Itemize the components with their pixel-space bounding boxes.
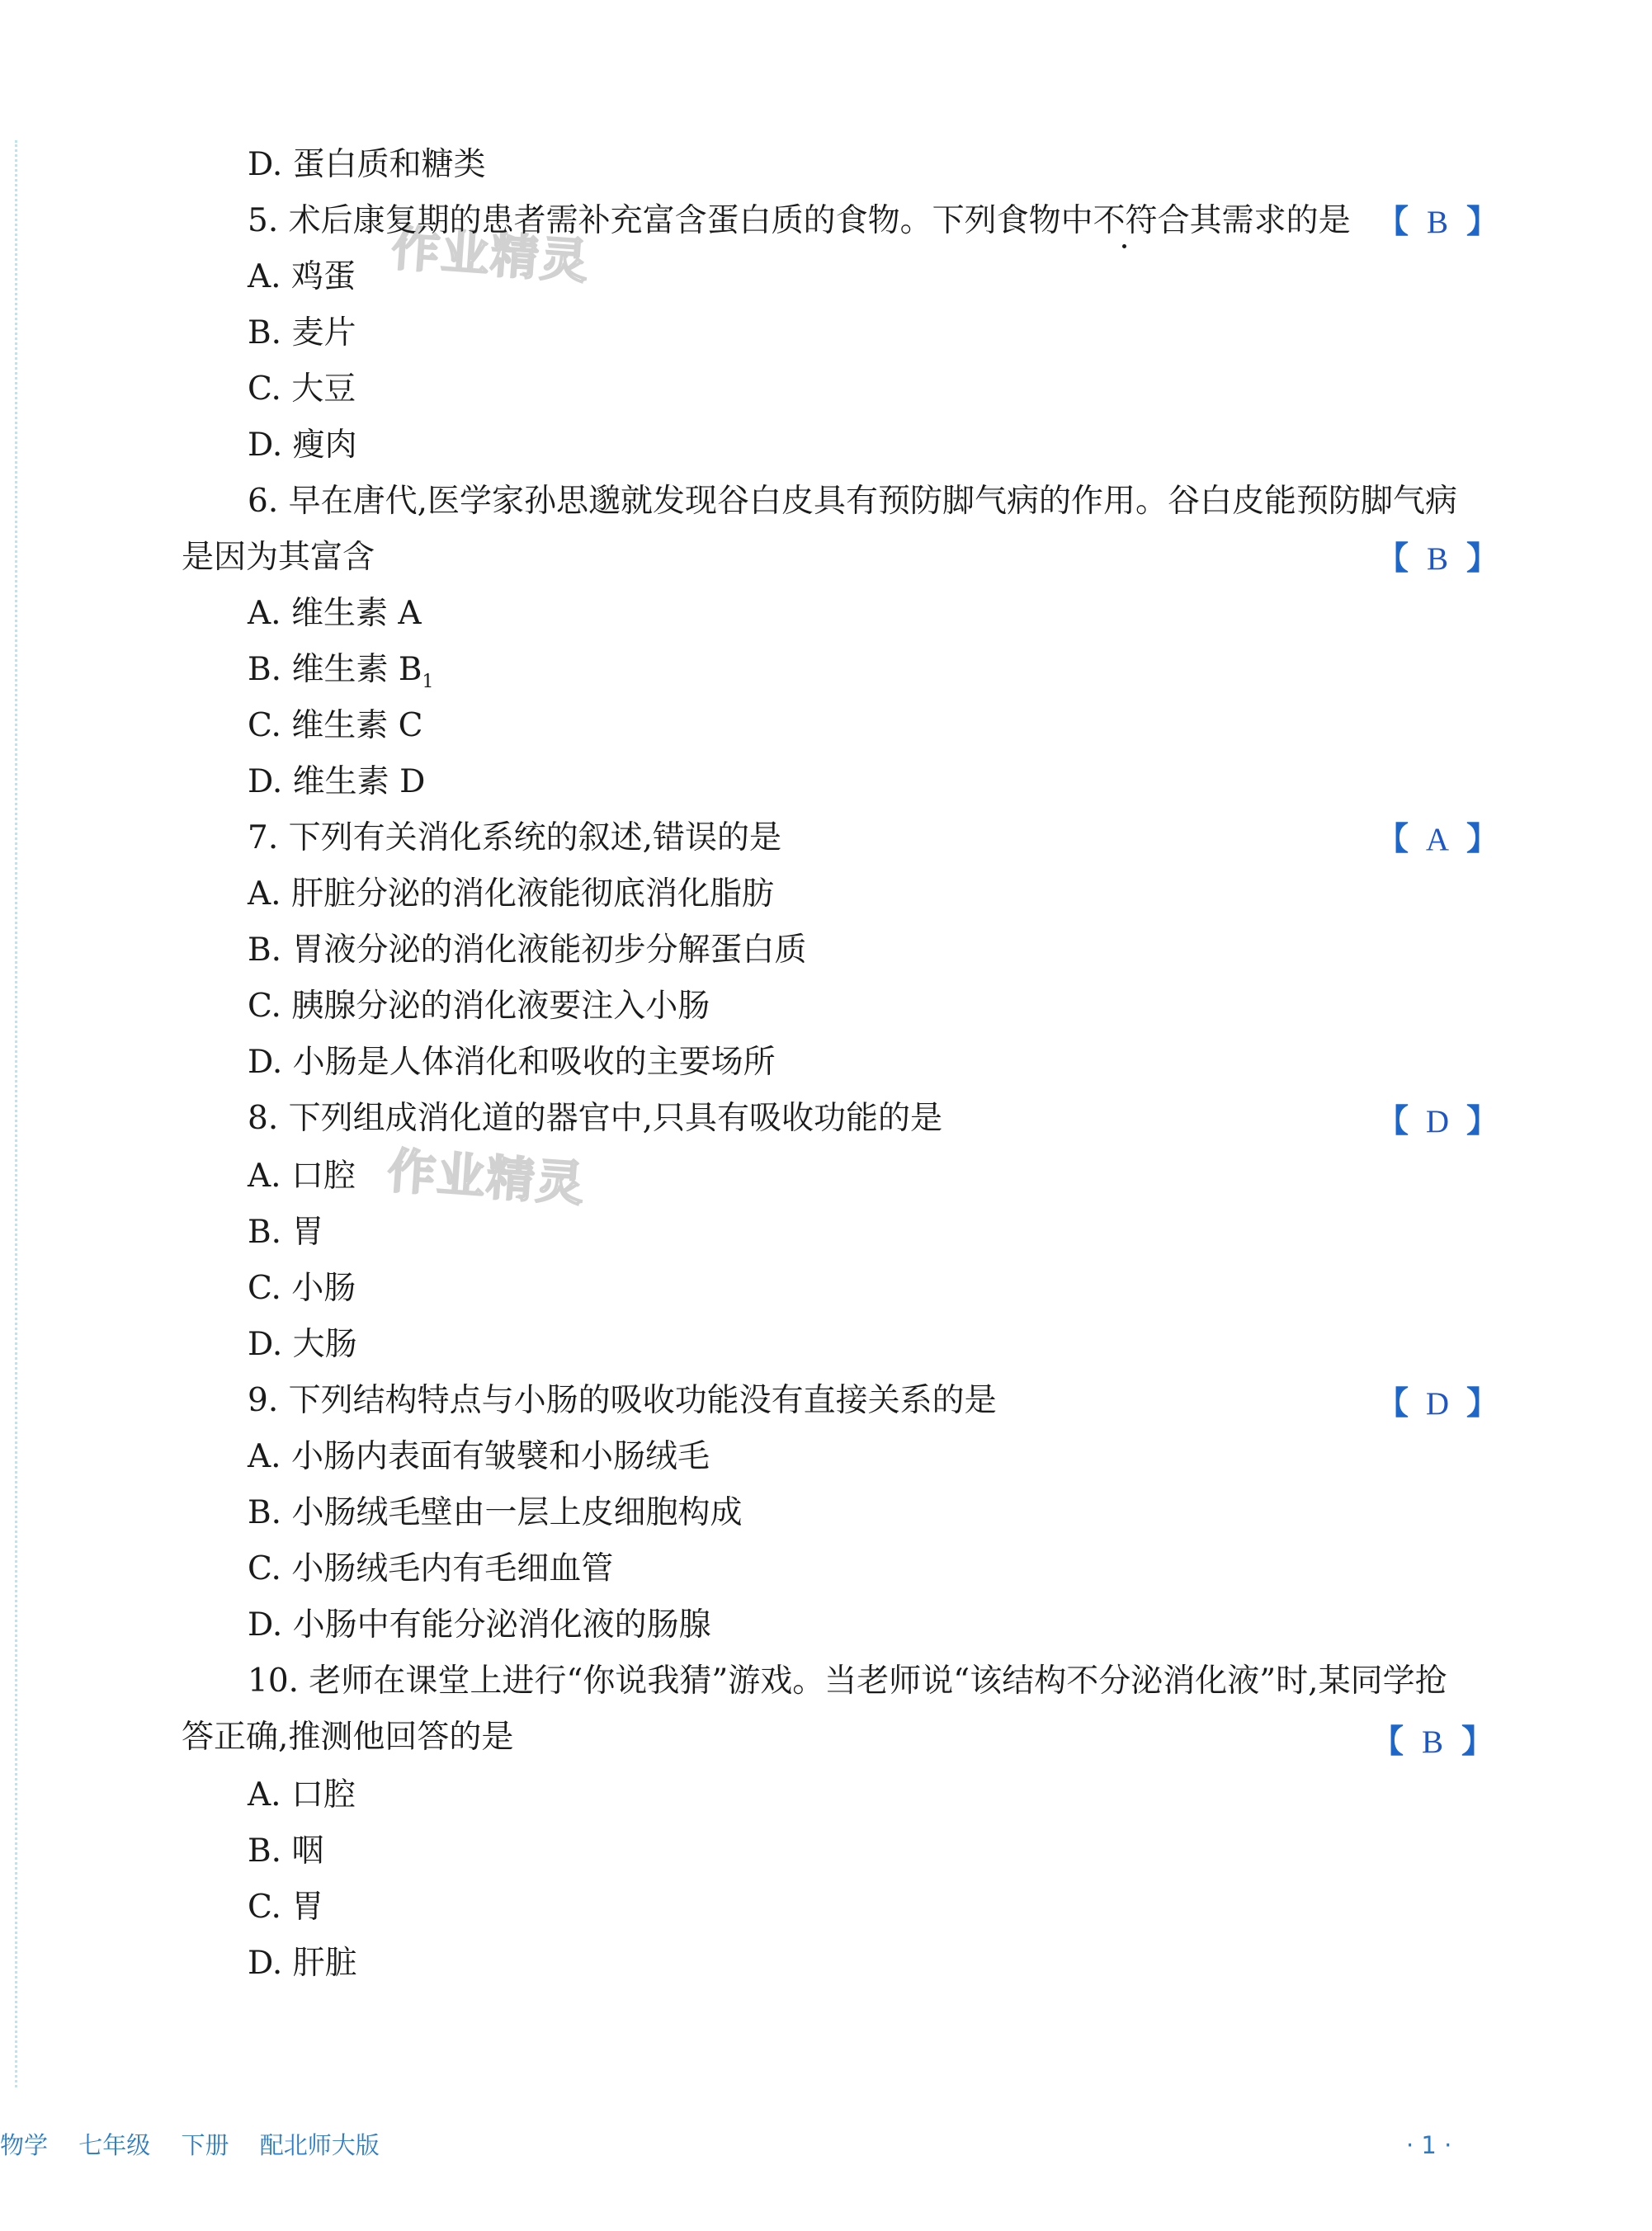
option-text: C. 小肠 xyxy=(248,1270,356,1307)
option-text: D. 瘦肉 xyxy=(248,427,357,464)
option-text: D. 蛋白质和糖类 xyxy=(248,146,486,183)
page-number: · 1 · xyxy=(1406,2131,1452,2159)
answer-letter: B xyxy=(1427,205,1449,240)
option-text: D. 小肠中有能分泌消化液的肠腺 xyxy=(248,1606,711,1644)
emphasis-dot xyxy=(1122,244,1126,248)
option-text: C. 维生素 C xyxy=(248,707,423,744)
footer-grade: 七年级 xyxy=(78,2131,151,2159)
watermark: 作业精灵 xyxy=(389,219,592,290)
question-stem: 10. 老师在课堂上进行“你说我猜”游戏。当老师说“该结构不分泌消化液”时,某同学抢 xyxy=(248,1663,1447,1700)
option-text: D. 大肠 xyxy=(248,1326,357,1363)
footer-subject: 物学 xyxy=(0,2131,49,2159)
answer-box: 【 B 】 xyxy=(1371,1715,1487,1771)
answer-box: 【 D 】 xyxy=(1376,1376,1492,1432)
option-text: B. 维生素 $B_1$ xyxy=(248,651,434,692)
answer-box: 【 B 】 xyxy=(1376,195,1492,251)
answer-letter: D xyxy=(1425,1104,1450,1139)
question-stem: 9. 下列结构特点与小肠的吸收功能没有直接关系的是 xyxy=(248,1382,997,1419)
question-stem-continued: 答正确,推测他回答的是 xyxy=(182,1719,514,1756)
answer-letter: D xyxy=(1425,1386,1450,1422)
option-text: D. 小肠是人体消化和吸收的主要场所 xyxy=(248,1044,776,1081)
answer-letter: A xyxy=(1425,822,1450,857)
answer-letter: B xyxy=(1427,541,1449,577)
question-stem: 5. 术后康复期的患者需补充富含蛋白质的食物。下列食物中不符合其需求的是 xyxy=(248,202,1351,239)
page-footer xyxy=(0,2127,403,2163)
option-text: C. 大豆 xyxy=(248,370,356,408)
option-text: B. 胃液分泌的消化液能初步分解蛋白质 xyxy=(248,932,807,969)
option-text: A. 口腔 xyxy=(248,1776,356,1814)
question-stem-continued: 是因为其富含 xyxy=(182,539,375,576)
footer-edition: 配北师大版 xyxy=(259,2131,380,2159)
page-edge-dotted-line xyxy=(15,140,17,2087)
footer-volume: 下册 xyxy=(181,2131,229,2159)
answer-letter: B xyxy=(1422,1724,1444,1760)
answer-box: 【 A 】 xyxy=(1376,812,1492,868)
option-text: D. 肝脏 xyxy=(248,1945,357,1982)
option-text: B. 胃 xyxy=(248,1214,324,1251)
option-text: C. 小肠绒毛内有毛细血管 xyxy=(248,1550,614,1587)
question-stem: 7. 下列有关消化系统的叙述,错误的是 xyxy=(248,819,782,856)
option-text: A. 口腔 xyxy=(248,1158,356,1195)
watermark: 作业精灵 xyxy=(385,1142,588,1213)
option-text: A. 鸡蛋 xyxy=(248,258,356,295)
option-text: D. 维生素 D xyxy=(248,763,426,800)
question-stem: 8. 下列组成消化道的器官中,只具有吸收功能的是 xyxy=(248,1100,943,1137)
option-text: C. 胰腺分泌的消化液要注入小肠 xyxy=(248,988,710,1025)
option-text: A. 小肠内表面有皱襞和小肠绒毛 xyxy=(248,1438,710,1475)
option-text: C. 胃 xyxy=(248,1889,324,1926)
option-text: B. 咽 xyxy=(248,1832,324,1870)
option-text: A. 维生素 A xyxy=(248,595,422,632)
question-stem: 6. 早在唐代,医学家孙思邈就发现谷白皮具有预防脚气病的作用。谷白皮能预防脚气病 xyxy=(248,483,1458,520)
answer-box: 【 B 】 xyxy=(1376,531,1492,587)
answer-box: 【 D 】 xyxy=(1376,1094,1492,1150)
option-text: B. 麦片 xyxy=(248,314,356,351)
option-text: B. 小肠绒毛壁由一层上皮细胞构成 xyxy=(248,1494,743,1531)
option-text: A. 肝脏分泌的消化液能彻底消化脂肪 xyxy=(248,875,774,913)
